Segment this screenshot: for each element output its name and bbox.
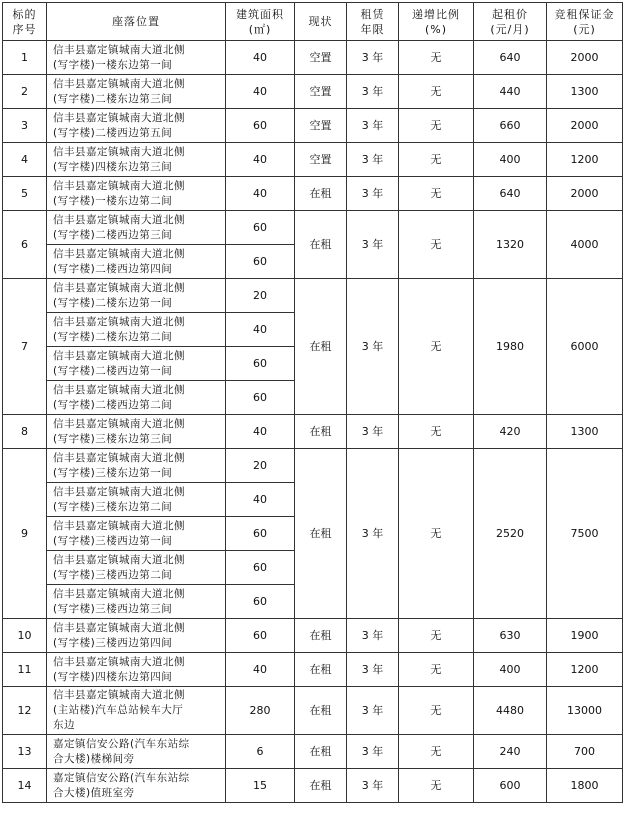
cell-index-text: 3 bbox=[21, 119, 28, 132]
cell-location-text: 信丰县嘉定镇城南大道北侧 (写字楼)二楼东边第一间 bbox=[53, 281, 185, 309]
cell-area-text: 280 bbox=[249, 704, 271, 717]
cell-location-text: 信丰县嘉定镇城南大道北侧 (写字楼)一楼东边第二间 bbox=[53, 179, 185, 207]
cell-status bbox=[295, 735, 347, 769]
cell-location bbox=[47, 177, 226, 211]
cell-location-text: 信丰县嘉定镇城南大道北侧 (写字楼)二楼西边第五间 bbox=[53, 111, 185, 139]
cell-location-text: 信丰县嘉定镇城南大道北侧 (写字楼)三楼东边第二间 bbox=[53, 485, 185, 513]
cell-status-text: 空置 bbox=[309, 85, 332, 98]
cell-term-text: 3 年 bbox=[361, 779, 384, 792]
cell-location bbox=[47, 483, 226, 517]
cell-area-text: 40 bbox=[253, 51, 267, 64]
header-rent: 起租价 (元/月) bbox=[474, 3, 547, 41]
cell-status-text: 在租 bbox=[309, 629, 332, 642]
cell-location-text: 信丰县嘉定镇城南大道北侧 (写字楼)二楼西边第三间 bbox=[53, 213, 185, 241]
cell-deposit bbox=[547, 279, 623, 415]
header-term: 租赁 年限 bbox=[347, 3, 399, 41]
cell-location bbox=[47, 517, 226, 551]
cell-deposit bbox=[547, 735, 623, 769]
cell-rent-text: 600 bbox=[499, 779, 521, 792]
cell-location-text: 信丰县嘉定镇城南大道北侧 (写字楼)一楼东边第一间 bbox=[53, 43, 185, 71]
cell-status bbox=[295, 211, 347, 279]
cell-deposit-text: 2000 bbox=[570, 187, 599, 200]
lease-table bbox=[2, 2, 623, 803]
cell-area-text: 60 bbox=[253, 255, 267, 268]
cell-index bbox=[3, 177, 47, 211]
cell-index bbox=[3, 653, 47, 687]
cell-deposit bbox=[547, 769, 623, 803]
cell-deposit bbox=[547, 619, 623, 653]
cell-status bbox=[295, 177, 347, 211]
cell-term bbox=[347, 449, 399, 619]
cell-location-text: 信丰县嘉定镇城南大道北侧 (写字楼)三楼东边第一间 bbox=[53, 451, 185, 479]
header-deposit: 竞租保证金 (元) bbox=[547, 3, 623, 41]
cell-area bbox=[226, 687, 295, 735]
cell-term-text: 3 年 bbox=[361, 85, 384, 98]
cell-location bbox=[47, 245, 226, 279]
cell-term bbox=[347, 177, 399, 211]
cell-term bbox=[347, 687, 399, 735]
cell-location bbox=[47, 415, 226, 449]
cell-location-text: 信丰县嘉定镇城南大道北侧 (写字楼)二楼东边第二间 bbox=[53, 315, 185, 343]
cell-increase bbox=[399, 415, 474, 449]
cell-index bbox=[3, 211, 47, 279]
header-location: 座落位置 bbox=[47, 3, 226, 41]
cell-increase bbox=[399, 769, 474, 803]
cell-location-text: 信丰县嘉定镇城南大道北侧 (写字楼)三楼西边第三间 bbox=[53, 587, 185, 615]
cell-term-text: 3 年 bbox=[361, 629, 384, 642]
header-status: 现状 bbox=[295, 3, 347, 41]
cell-increase-text: 无 bbox=[430, 340, 442, 353]
cell-location-text: 信丰县嘉定镇城南大道北侧 (写字楼)二楼东边第三间 bbox=[53, 77, 185, 105]
cell-status-text: 在租 bbox=[309, 745, 332, 758]
cell-location bbox=[47, 381, 226, 415]
cell-increase-text: 无 bbox=[430, 425, 442, 438]
cell-area bbox=[226, 769, 295, 803]
cell-location bbox=[47, 653, 226, 687]
cell-area bbox=[226, 177, 295, 211]
cell-rent bbox=[474, 41, 547, 75]
table-row bbox=[3, 619, 623, 653]
cell-status bbox=[295, 449, 347, 619]
cell-area bbox=[226, 449, 295, 483]
cell-deposit bbox=[547, 653, 623, 687]
cell-area bbox=[226, 109, 295, 143]
cell-deposit-text: 2000 bbox=[570, 51, 599, 64]
cell-rent-text: 2520 bbox=[496, 527, 524, 540]
cell-increase-text: 无 bbox=[430, 51, 442, 64]
table-row bbox=[3, 177, 623, 211]
cell-location-text: 嘉定镇信安公路(汽车东站综 合大楼)值班室旁 bbox=[53, 771, 190, 799]
cell-term bbox=[347, 109, 399, 143]
cell-location-text: 信丰县嘉定镇城南大道北侧 (写字楼)三楼西边第四间 bbox=[53, 621, 185, 649]
table-row bbox=[3, 735, 623, 769]
cell-rent-text: 630 bbox=[499, 629, 521, 642]
cell-area bbox=[226, 279, 295, 313]
cell-rent-text: 660 bbox=[499, 119, 521, 132]
cell-term bbox=[347, 143, 399, 177]
cell-term bbox=[347, 41, 399, 75]
cell-status bbox=[295, 143, 347, 177]
cell-increase bbox=[399, 109, 474, 143]
cell-deposit-text: 1300 bbox=[570, 85, 599, 98]
cell-area bbox=[226, 415, 295, 449]
cell-area-text: 60 bbox=[253, 527, 267, 540]
cell-increase bbox=[399, 211, 474, 279]
cell-deposit-text: 13000 bbox=[567, 704, 602, 717]
cell-area-text: 15 bbox=[253, 779, 267, 792]
cell-term bbox=[347, 769, 399, 803]
table-row bbox=[3, 143, 623, 177]
cell-location bbox=[47, 551, 226, 585]
cell-rent bbox=[474, 75, 547, 109]
cell-location bbox=[47, 449, 226, 483]
cell-deposit bbox=[547, 687, 623, 735]
cell-location bbox=[47, 109, 226, 143]
cell-location bbox=[47, 769, 226, 803]
cell-deposit-text: 7500 bbox=[570, 527, 599, 540]
cell-location bbox=[47, 735, 226, 769]
cell-index-text: 8 bbox=[21, 425, 28, 438]
cell-area-text: 20 bbox=[253, 289, 267, 302]
cell-rent bbox=[474, 769, 547, 803]
cell-deposit bbox=[547, 75, 623, 109]
cell-term-text: 3 年 bbox=[361, 663, 384, 676]
cell-increase-text: 无 bbox=[430, 238, 442, 251]
cell-deposit bbox=[547, 177, 623, 211]
cell-location bbox=[47, 619, 226, 653]
cell-increase bbox=[399, 735, 474, 769]
cell-rent bbox=[474, 619, 547, 653]
cell-index-text: 14 bbox=[17, 779, 32, 792]
cell-area-text: 20 bbox=[253, 459, 267, 472]
cell-location bbox=[47, 687, 226, 735]
cell-rent-text: 240 bbox=[499, 745, 521, 758]
cell-deposit bbox=[547, 41, 623, 75]
cell-area-text: 60 bbox=[253, 119, 267, 132]
cell-index bbox=[3, 143, 47, 177]
cell-area-text: 40 bbox=[253, 323, 267, 336]
cell-status bbox=[295, 75, 347, 109]
cell-index bbox=[3, 41, 47, 75]
cell-location-text: 信丰县嘉定镇城南大道北侧 (主站楼)汽车总站候车大厅 东边 bbox=[53, 689, 185, 731]
cell-location-text: 信丰县嘉定镇城南大道北侧 (写字楼)三楼西边第一间 bbox=[53, 519, 185, 547]
cell-status bbox=[295, 687, 347, 735]
cell-index bbox=[3, 687, 47, 735]
table-row bbox=[3, 41, 623, 75]
cell-rent-text: 440 bbox=[499, 85, 521, 98]
cell-location bbox=[47, 143, 226, 177]
cell-area bbox=[226, 41, 295, 75]
cell-deposit-text: 700 bbox=[574, 745, 595, 758]
cell-status-text: 在租 bbox=[309, 425, 332, 438]
cell-status-text: 在租 bbox=[309, 527, 332, 540]
table-row bbox=[3, 769, 623, 803]
cell-area-text: 60 bbox=[253, 391, 267, 404]
cell-index-text: 9 bbox=[21, 527, 28, 540]
cell-location bbox=[47, 585, 226, 619]
cell-rent bbox=[474, 109, 547, 143]
cell-index-text: 10 bbox=[17, 629, 32, 642]
cell-area-text: 60 bbox=[253, 221, 267, 234]
cell-rent-text: 640 bbox=[499, 51, 521, 64]
cell-deposit-text: 6000 bbox=[570, 340, 599, 353]
header-increase: 递增比例 (%) bbox=[399, 3, 474, 41]
cell-area-text: 40 bbox=[253, 153, 267, 166]
header-row bbox=[3, 3, 623, 41]
table-row bbox=[3, 109, 623, 143]
cell-term-text: 3 年 bbox=[361, 238, 384, 251]
cell-area bbox=[226, 517, 295, 551]
cell-location bbox=[47, 313, 226, 347]
cell-index bbox=[3, 109, 47, 143]
cell-rent-text: 4480 bbox=[496, 704, 524, 717]
cell-location-text: 信丰县嘉定镇城南大道北侧 (写字楼)二楼西边第二间 bbox=[53, 383, 185, 411]
cell-index bbox=[3, 415, 47, 449]
cell-deposit bbox=[547, 211, 623, 279]
cell-status-text: 在租 bbox=[309, 340, 332, 353]
table-row bbox=[3, 75, 623, 109]
cell-rent-text: 1980 bbox=[496, 340, 524, 353]
cell-status-text: 空置 bbox=[309, 119, 332, 132]
cell-area bbox=[226, 483, 295, 517]
cell-increase-text: 无 bbox=[430, 527, 442, 540]
cell-term-text: 3 年 bbox=[361, 745, 384, 758]
cell-status bbox=[295, 653, 347, 687]
cell-increase-text: 无 bbox=[430, 85, 442, 98]
cell-index-text: 7 bbox=[21, 340, 28, 353]
cell-status-text: 空置 bbox=[309, 153, 332, 166]
cell-status bbox=[295, 109, 347, 143]
cell-deposit bbox=[547, 109, 623, 143]
table-body bbox=[3, 41, 623, 803]
cell-area-text: 60 bbox=[253, 595, 267, 608]
header-area: 建筑面积 (㎡) bbox=[226, 3, 295, 41]
cell-term-text: 3 年 bbox=[361, 119, 384, 132]
cell-index bbox=[3, 735, 47, 769]
cell-deposit-text: 2000 bbox=[570, 119, 599, 132]
cell-rent-text: 640 bbox=[499, 187, 521, 200]
cell-term-text: 3 年 bbox=[361, 153, 384, 166]
cell-rent bbox=[474, 177, 547, 211]
cell-location bbox=[47, 347, 226, 381]
cell-term bbox=[347, 619, 399, 653]
cell-increase-text: 无 bbox=[430, 119, 442, 132]
cell-index bbox=[3, 619, 47, 653]
cell-term-text: 3 年 bbox=[361, 187, 384, 200]
cell-rent bbox=[474, 143, 547, 177]
cell-status bbox=[295, 41, 347, 75]
cell-index bbox=[3, 449, 47, 619]
cell-area-text: 40 bbox=[253, 85, 267, 98]
cell-increase bbox=[399, 279, 474, 415]
cell-area bbox=[226, 381, 295, 415]
table-row bbox=[3, 415, 623, 449]
cell-area bbox=[226, 211, 295, 245]
table-row bbox=[3, 279, 623, 313]
table-row bbox=[3, 211, 623, 245]
cell-area bbox=[226, 347, 295, 381]
cell-area-text: 60 bbox=[253, 561, 267, 574]
cell-status-text: 在租 bbox=[309, 238, 332, 251]
cell-index-text: 4 bbox=[21, 153, 28, 166]
cell-index-text: 2 bbox=[21, 85, 28, 98]
cell-term-text: 3 年 bbox=[361, 51, 384, 64]
cell-deposit-text: 1200 bbox=[570, 663, 599, 676]
cell-area bbox=[226, 551, 295, 585]
cell-area bbox=[226, 313, 295, 347]
cell-term-text: 3 年 bbox=[361, 704, 384, 717]
cell-increase bbox=[399, 449, 474, 619]
cell-location-text: 嘉定镇信安公路(汽车东站综 合大楼)楼梯间旁 bbox=[53, 737, 190, 765]
cell-deposit-text: 1800 bbox=[570, 779, 599, 792]
cell-area bbox=[226, 653, 295, 687]
cell-area-text: 40 bbox=[253, 493, 267, 506]
cell-increase bbox=[399, 687, 474, 735]
cell-status-text: 在租 bbox=[309, 779, 332, 792]
cell-increase bbox=[399, 177, 474, 211]
cell-rent bbox=[474, 687, 547, 735]
cell-location-text: 信丰县嘉定镇城南大道北侧 (写字楼)二楼西边第一间 bbox=[53, 349, 185, 377]
cell-term-text: 3 年 bbox=[361, 340, 384, 353]
cell-rent bbox=[474, 653, 547, 687]
cell-rent bbox=[474, 449, 547, 619]
cell-increase-text: 无 bbox=[430, 745, 442, 758]
cell-term bbox=[347, 279, 399, 415]
cell-term bbox=[347, 211, 399, 279]
cell-location-text: 信丰县嘉定镇城南大道北侧 (写字楼)四楼东边第四间 bbox=[53, 655, 185, 683]
cell-area-text: 6 bbox=[256, 745, 264, 758]
cell-area-text: 40 bbox=[253, 663, 267, 676]
cell-term bbox=[347, 653, 399, 687]
cell-status bbox=[295, 619, 347, 653]
cell-status-text: 在租 bbox=[309, 663, 332, 676]
cell-increase bbox=[399, 619, 474, 653]
cell-location-text: 信丰县嘉定镇城南大道北侧 (写字楼)二楼西边第四间 bbox=[53, 247, 185, 275]
cell-deposit bbox=[547, 415, 623, 449]
cell-increase-text: 无 bbox=[430, 704, 442, 717]
cell-term bbox=[347, 75, 399, 109]
cell-location-text: 信丰县嘉定镇城南大道北侧 (写字楼)三楼西边第二间 bbox=[53, 553, 185, 581]
cell-rent-text: 1320 bbox=[496, 238, 524, 251]
cell-location-text: 信丰县嘉定镇城南大道北侧 (写字楼)四楼东边第三间 bbox=[53, 145, 185, 173]
cell-area bbox=[226, 619, 295, 653]
cell-deposit-text: 1200 bbox=[570, 153, 599, 166]
cell-rent-text: 420 bbox=[499, 425, 521, 438]
cell-index-text: 12 bbox=[17, 704, 32, 717]
cell-increase-text: 无 bbox=[430, 779, 442, 792]
cell-term-text: 3 年 bbox=[361, 425, 384, 438]
cell-deposit-text: 4000 bbox=[570, 238, 599, 251]
cell-status-text: 在租 bbox=[309, 704, 332, 717]
cell-increase bbox=[399, 653, 474, 687]
cell-index-text: 6 bbox=[21, 238, 28, 251]
cell-status-text: 空置 bbox=[309, 51, 332, 64]
cell-rent bbox=[474, 211, 547, 279]
cell-increase-text: 无 bbox=[430, 187, 442, 200]
cell-increase bbox=[399, 143, 474, 177]
cell-location-text: 信丰县嘉定镇城南大道北侧 (写字楼)三楼东边第三间 bbox=[53, 417, 185, 445]
cell-area bbox=[226, 143, 295, 177]
cell-area bbox=[226, 75, 295, 109]
cell-status-text: 在租 bbox=[309, 187, 332, 200]
cell-term bbox=[347, 415, 399, 449]
table-row bbox=[3, 653, 623, 687]
cell-location bbox=[47, 41, 226, 75]
cell-index-text: 5 bbox=[21, 187, 28, 200]
cell-index bbox=[3, 279, 47, 415]
cell-index bbox=[3, 75, 47, 109]
cell-area bbox=[226, 735, 295, 769]
cell-area bbox=[226, 245, 295, 279]
cell-rent bbox=[474, 415, 547, 449]
cell-rent bbox=[474, 279, 547, 415]
cell-deposit-text: 1300 bbox=[570, 425, 599, 438]
header-index: 标的 序号 bbox=[3, 3, 47, 41]
cell-location bbox=[47, 75, 226, 109]
cell-term-text: 3 年 bbox=[361, 527, 384, 540]
cell-rent-text: 400 bbox=[499, 663, 521, 676]
cell-increase bbox=[399, 75, 474, 109]
cell-area-text: 40 bbox=[253, 187, 267, 200]
cell-area bbox=[226, 585, 295, 619]
cell-index-text: 11 bbox=[17, 663, 32, 676]
table-row bbox=[3, 449, 623, 483]
cell-term bbox=[347, 735, 399, 769]
cell-index-text: 13 bbox=[17, 745, 32, 758]
cell-status bbox=[295, 769, 347, 803]
cell-deposit-text: 1900 bbox=[570, 629, 599, 642]
cell-location bbox=[47, 279, 226, 313]
cell-increase-text: 无 bbox=[430, 663, 442, 676]
cell-increase-text: 无 bbox=[430, 629, 442, 642]
cell-status bbox=[295, 415, 347, 449]
cell-area-text: 60 bbox=[253, 357, 267, 370]
cell-increase-text: 无 bbox=[430, 153, 442, 166]
cell-index-text: 1 bbox=[21, 51, 28, 64]
cell-rent-text: 400 bbox=[499, 153, 521, 166]
cell-rent bbox=[474, 735, 547, 769]
cell-area-text: 40 bbox=[253, 425, 267, 438]
table-row bbox=[3, 687, 623, 735]
cell-location bbox=[47, 211, 226, 245]
cell-deposit bbox=[547, 143, 623, 177]
cell-area-text: 60 bbox=[253, 629, 267, 642]
cell-index bbox=[3, 769, 47, 803]
cell-status bbox=[295, 279, 347, 415]
cell-increase bbox=[399, 41, 474, 75]
cell-deposit bbox=[547, 449, 623, 619]
